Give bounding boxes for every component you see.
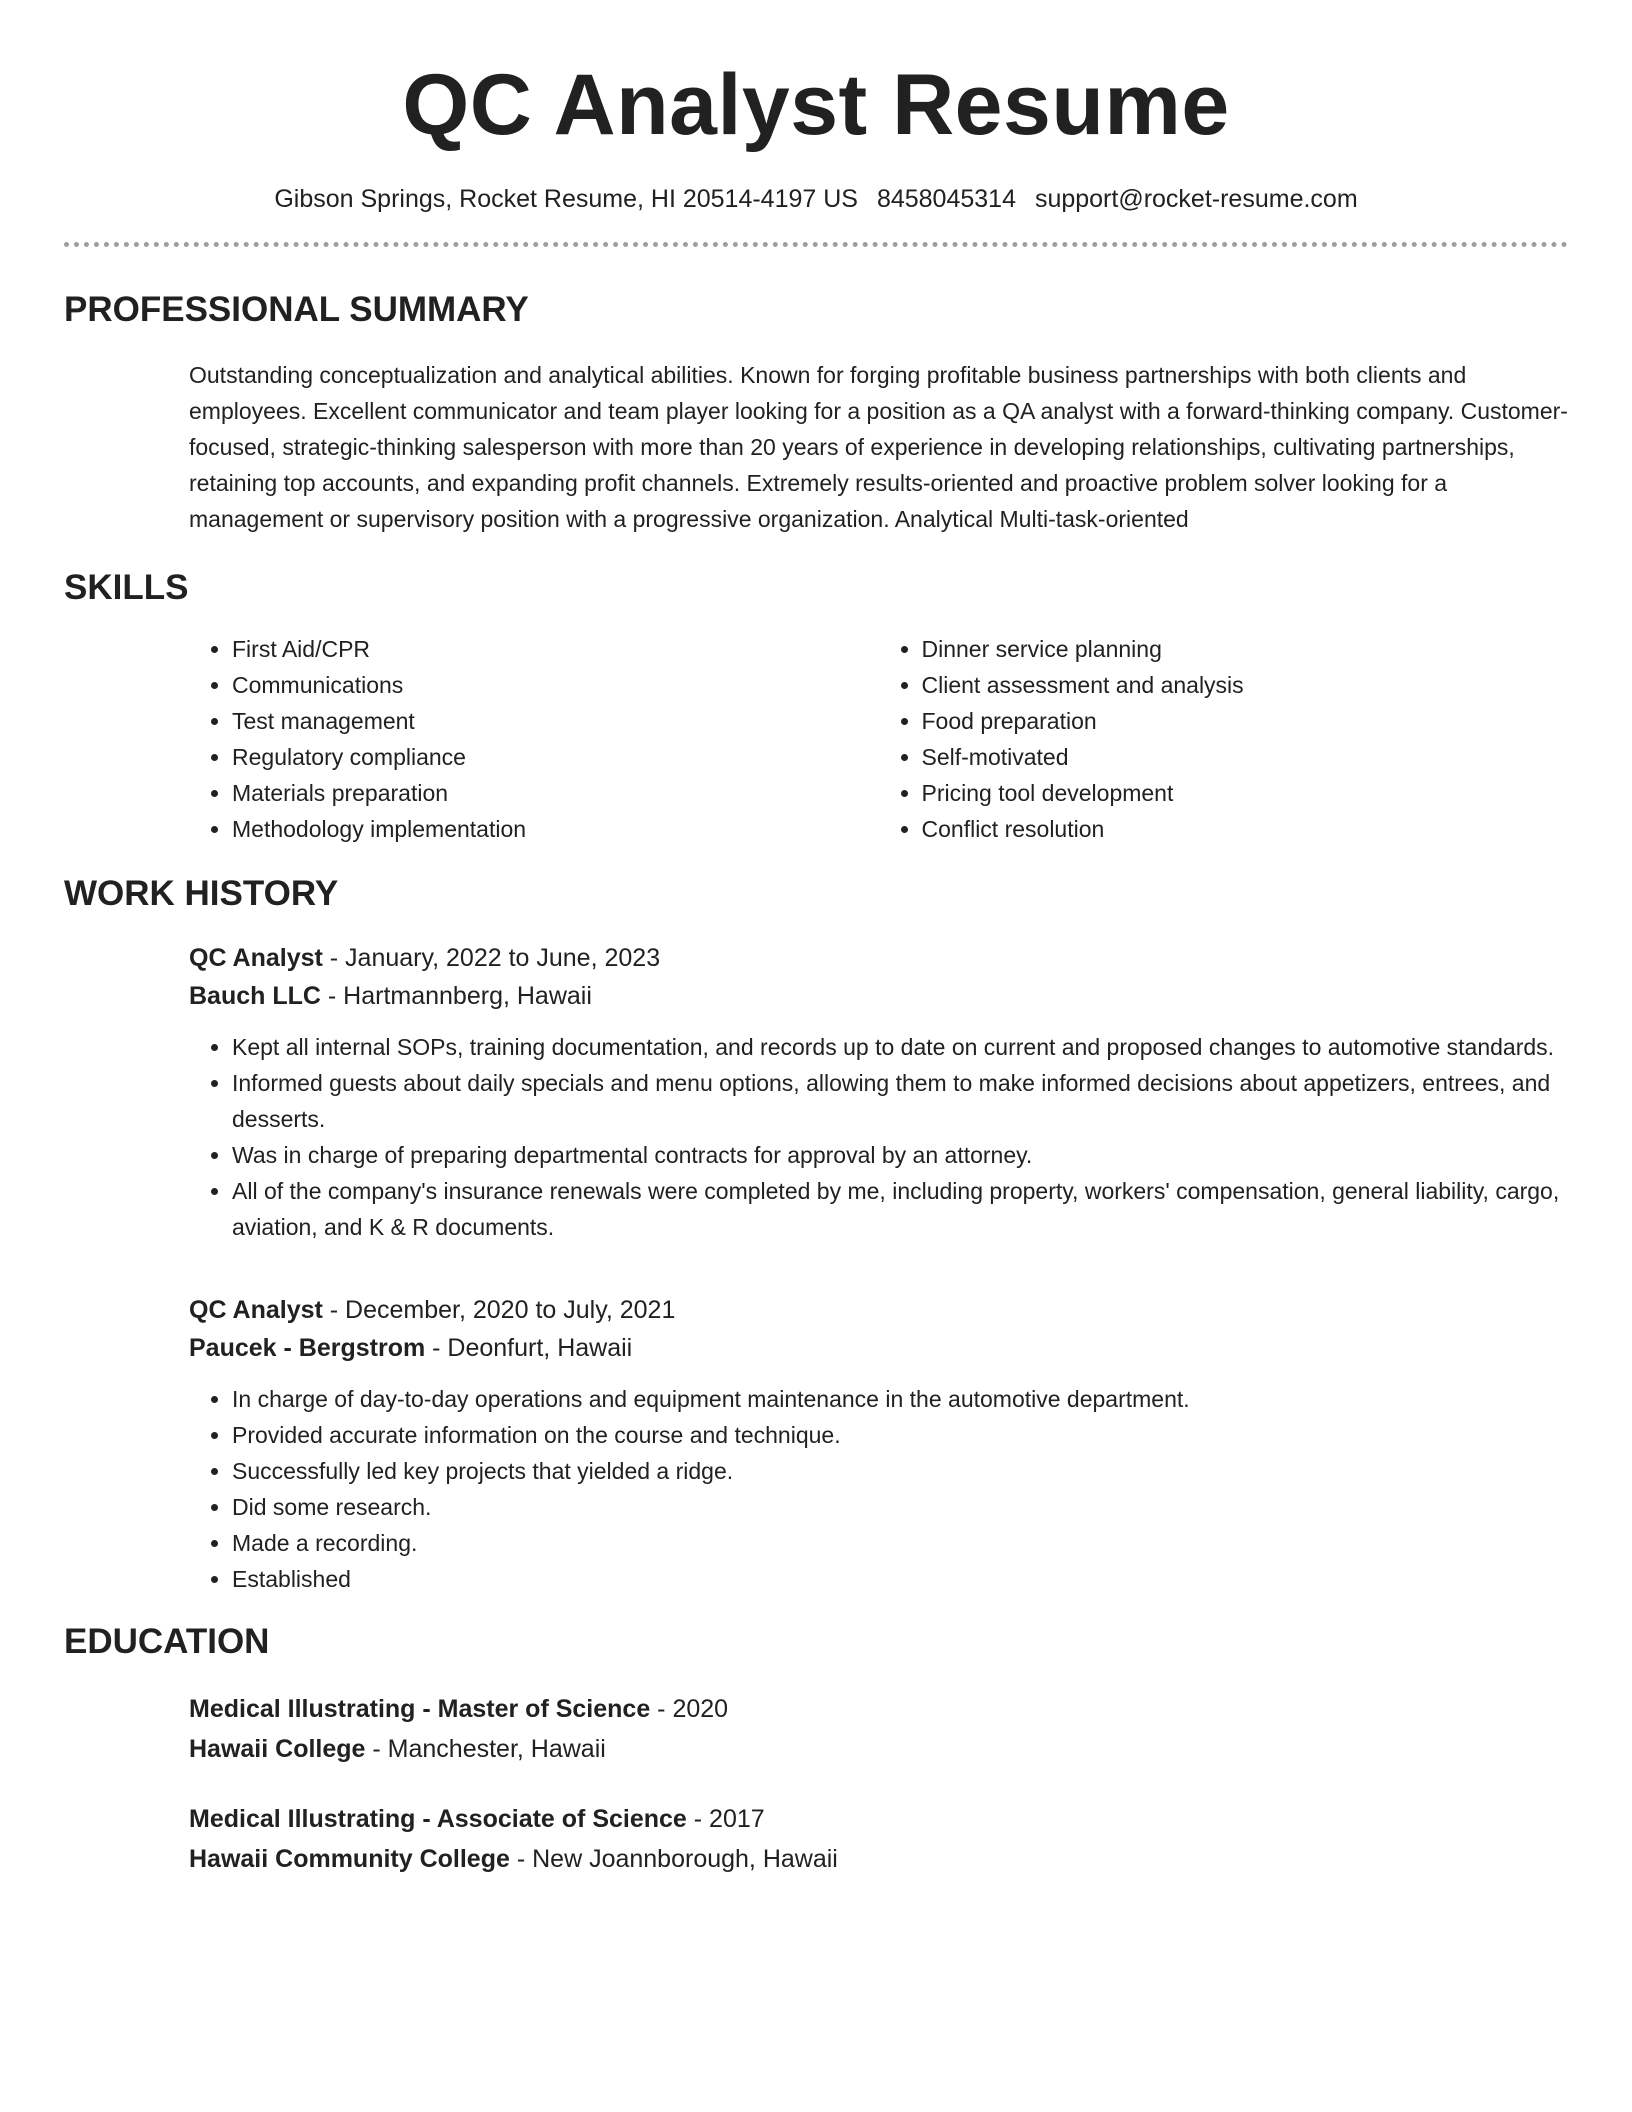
job-company: Bauch LLC: [189, 981, 321, 1010]
skill-item: • Communications: [232, 667, 879, 703]
job-bullet: • Kept all internal SOPs, training documentation, and records up to date on current and proposed changes to automotive standards.: [232, 1029, 1568, 1065]
job-bullet: • Made a recording.: [232, 1525, 1568, 1561]
job-bullet: • Did some research.: [232, 1489, 1568, 1525]
job-bullet: • Was in charge of preparing departmental contracts for approval by an attorney.: [232, 1137, 1568, 1173]
summary-text: Outstanding conceptualization and analytical abilities. Known for forging profitable business partnerships with both clients and employees. Excellent communicator and team player looking for a position as a QA analyst with a forward-thinking company. Customer-focused, strategic-thinking salesperson with more than 20 years of experience in developing relationships, cultivating partnerships, retaining top accounts, and expanding profit channels. Extremely results-oriented and proactive problem solver looking for a management or supervisory position with a progressive organization. Analytical Multi-task-oriented: [189, 361, 1568, 532]
header-divider: [64, 242, 1568, 247]
job-company-line: [189, 1329, 1568, 1367]
job-bullet: • Successfully led key projects that yielded a ridge.: [232, 1453, 1568, 1489]
job-entry: [189, 1291, 1568, 1597]
education-heading: EDUCATION: [64, 1621, 270, 1661]
job-location: - Deonfurt, Hawaii: [425, 1333, 633, 1362]
job-bullet: • Established: [232, 1561, 1568, 1597]
email: support@rocket-resume.com: [1034, 184, 1358, 213]
job-dates: - December, 2020 to July, 2021: [322, 1295, 676, 1324]
phone: 8458045314: [876, 184, 1016, 213]
skills-column-right: [879, 631, 1569, 847]
resume-title: QC Analyst Resume: [402, 57, 1230, 153]
job-location: - Hartmannberg, Hawaii: [320, 981, 592, 1010]
degree-line: [189, 1689, 1568, 1729]
work-heading: WORK HISTORY: [64, 873, 339, 913]
job-bullets: [189, 1381, 1568, 1597]
job-bullet: • Informed guests about daily specials and menu options, allowing them to make informed decisions about appetizers, entrees, and desserts.: [232, 1065, 1568, 1137]
skill-item: • Regulatory compliance: [232, 739, 879, 775]
skill-item: • Materials preparation: [232, 775, 879, 811]
school-location: - Manchester, Hawaii: [365, 1734, 606, 1763]
job-bullets: [189, 1029, 1568, 1245]
skill-item: • Self-motivated: [922, 739, 1569, 775]
job-company: Paucek - Bergstrom: [189, 1333, 426, 1362]
job-bullet: • In charge of day-to-day operations and equipment maintenance in the automotive department.: [232, 1381, 1568, 1417]
degree-year: - 2020: [650, 1694, 729, 1723]
job-title-line: [189, 1291, 1568, 1329]
degree: Medical Illustrating - Master of Science: [189, 1694, 651, 1723]
job-bullet: • All of the company's insurance renewals were completed by me, including property, workers' compensation, general liability, cargo, aviation, and K & R documents.: [232, 1173, 1568, 1245]
school-location: - New Joannborough, Hawaii: [509, 1844, 838, 1873]
skill-item: • Pricing tool development: [922, 775, 1569, 811]
job-title-line: [189, 939, 1568, 977]
degree-line: [189, 1799, 1568, 1839]
summary-heading: PROFESSIONAL SUMMARY: [64, 289, 529, 329]
education-entry: [189, 1689, 1568, 1769]
job-role: QC Analyst: [189, 943, 323, 972]
skill-item: • Conflict resolution: [922, 811, 1569, 847]
work-list: [189, 939, 1568, 1597]
job-entry: [189, 939, 1568, 1245]
education-list: [189, 1689, 1568, 1879]
skills-column-left: [189, 631, 879, 847]
skill-item: • Dinner service planning: [922, 631, 1569, 667]
skill-item: • Client assessment and analysis: [922, 667, 1569, 703]
skill-item: • Methodology implementation: [232, 811, 879, 847]
skill-item: • Food preparation: [922, 703, 1569, 739]
job-dates: - January, 2022 to June, 2023: [322, 943, 661, 972]
degree: Medical Illustrating - Associate of Science: [189, 1804, 687, 1833]
skill-item: • Test management: [232, 703, 879, 739]
skill-item: • First Aid/CPR: [232, 631, 879, 667]
school-line: [189, 1729, 1568, 1769]
school: Hawaii College: [189, 1734, 366, 1763]
skills-heading: SKILLS: [64, 567, 189, 607]
school-line: [189, 1839, 1568, 1879]
contact-line: [64, 185, 1568, 214]
address: Gibson Springs, Rocket Resume, HI 20514-4197 US: [274, 184, 858, 213]
education-entry: [189, 1799, 1568, 1879]
job-role: QC Analyst: [189, 1295, 323, 1324]
degree-year: - 2017: [686, 1804, 765, 1833]
job-company-line: [189, 977, 1568, 1015]
skills-list: [189, 631, 1568, 847]
school: Hawaii Community College: [189, 1844, 510, 1873]
job-bullet: • Provided accurate information on the course and technique.: [232, 1417, 1568, 1453]
